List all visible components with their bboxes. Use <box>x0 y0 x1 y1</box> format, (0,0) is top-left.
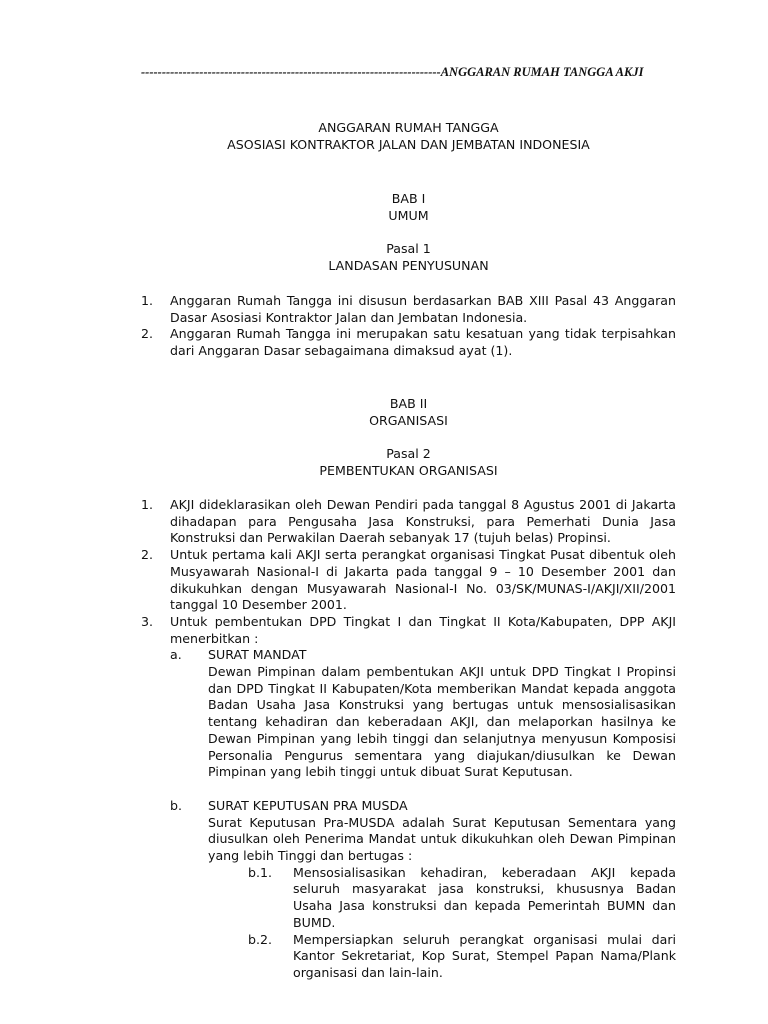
sub-sub-item-number: b.1. <box>248 864 273 880</box>
list-item <box>141 293 676 326</box>
list-item <box>141 326 676 359</box>
sub-item-number: b. <box>170 797 182 813</box>
bab2-name: ORGANISASI <box>369 412 448 428</box>
running-header <box>141 64 676 81</box>
sub-sub-item-number: b.2. <box>248 931 273 947</box>
item-text: Anggaran Rumah Tangga ini merupakan satu kesatuan yang tidak terpisahkan dari Anggaran Dasar sebagaimana dimaksud ayat (1). <box>170 326 676 359</box>
title-line-1: ANGGARAN RUMAH TANGGA <box>318 120 499 135</box>
sub-sub-item <box>248 865 676 932</box>
pasal2-title: PEMBENTUKAN ORGANISASI <box>319 462 498 478</box>
bab1-name: UMUM <box>388 207 429 223</box>
item-number: 2. <box>141 326 154 342</box>
sub-sub-item-text: Mempersiapkan seluruh perangkat organisasi mulai dari Kantor Sekretariat, Kop Surat, Stempel Papan Nama/Plank organisasi dan lain-lain. <box>293 931 676 980</box>
title-line-2: ASOSIASI KONTRAKTOR JALAN DAN JEMBATAN INDONESIA <box>227 136 590 152</box>
item-text: Untuk pertama kali AKJI serta perangkat organisasi Tingkat Pusat dibentuk oleh Musyawarah Nasional-I di Jakarta pada tanggal 9 – 10 Desember 2001 dan dikukuhkan dengan Musyawarah Nasional-I No. 03/SK/MUNAS-I/AKJI/XII/2001 tanggal 10 Desember 2001. <box>170 547 676 613</box>
bab1-heading-block <box>141 191 676 224</box>
item-text: Untuk pembentukan DPD Tingkat I dan Tingkat II Kota/Kabupaten, DPP AKJI menerbitkan : <box>170 613 676 646</box>
sub-item-b <box>170 798 676 865</box>
item-number: 3. <box>141 613 154 629</box>
sub-item-a <box>170 647 676 781</box>
sub-sub-item <box>248 932 676 982</box>
list-item <box>141 497 676 547</box>
bab1-heading: BAB I <box>391 191 426 206</box>
item-text: AKJI dideklarasikan oleh Dewan Pendiri pada tanggal 8 Agustus 2001 di Jakarta dihadapan para Pengusaha Jasa Konstruksi, para Pemerhati Dunia Jasa Konstruksi dan Perwakilan Daerah sebanyak 17 (tujuh belas) Propinsi. <box>170 497 676 546</box>
list-item <box>141 614 676 647</box>
header-dashes: ------------------------------------------------------------------------ <box>141 65 441 79</box>
bab2-heading-block <box>141 396 676 429</box>
sub-item-number: a. <box>170 647 182 663</box>
sub-item-title: SURAT MANDAT <box>208 647 307 663</box>
document-title <box>141 120 676 153</box>
list-item <box>141 547 676 614</box>
item-number: 1. <box>141 293 154 308</box>
item-number: 1. <box>141 497 154 512</box>
sub-item-title: SURAT KEPUTUSAN PRA MUSDA <box>208 797 408 813</box>
pasal1-heading-block <box>141 241 676 274</box>
item-text: Anggaran Rumah Tangga ini disusun berdasarkan BAB XIII Pasal 43 Anggaran Dasar Asosiasi Kontraktor Jalan dan Jembatan Indonesia. <box>170 293 676 325</box>
pasal2-heading-block <box>141 446 676 479</box>
pasal1-heading: Pasal 1 <box>386 241 431 256</box>
pasal1-title: LANDASAN PENYUSUNAN <box>328 257 489 273</box>
sub-item-text: Dewan Pimpinan dalam pembentukan AKJI untuk DPD Tingkat I Propinsi dan DPD Tingkat II Kabupaten/Kota memberikan Mandat kepada anggota Badan Usaha Jasa Konstruksi yang bertugas untuk mensosialisasikan tentang kehadiran dan keberadaan AKJI, dan melaporkan hasilnya ke Dewan Pimpinan yang lebih tinggi dan selanjutnya menyusun Komposisi Personalia Pengurus sementara yang diajukan/diusulkan ke Dewan Pimpinan yang lebih tinggi untuk dibuat Surat Keputusan. <box>208 664 676 780</box>
pasal1-list <box>141 293 676 360</box>
pasal2-list <box>141 497 676 982</box>
sub-item-text: Surat Keputusan Pra-MUSDA adalah Surat Keputusan Sementara yang diusulkan oleh Penerima Mandat untuk dikukuhkan oleh Dewan Pimpinan yang lebih Tinggi dan bertugas : <box>208 814 676 864</box>
pasal2-heading: Pasal 2 <box>386 446 431 461</box>
header-label: ANGGARAN RUMAH TANGGA AKJI <box>440 65 644 79</box>
sub-sub-item-text: Mensosialisasikan kehadiran, keberadaan AKJI kepada seluruh masyarakat jasa konstruksi, khususnya Badan Usaha Jasa konstruksi dan kepada Pemerintah BUMN dan BUMD. <box>293 864 676 930</box>
bab2-heading: BAB II <box>389 396 428 411</box>
item-number: 2. <box>141 547 154 563</box>
